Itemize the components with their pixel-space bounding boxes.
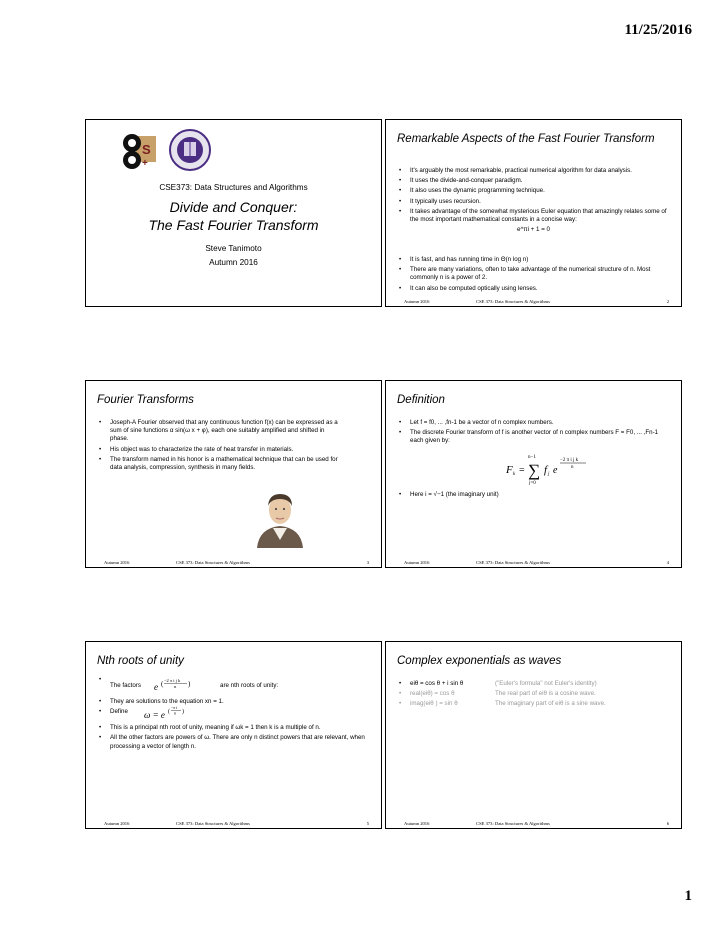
svg-text:(: ( [161,680,164,688]
course-name: CSE373: Data Structures and Algorithms [159,183,308,192]
svg-text:n: n [571,465,574,470]
footer-course: CSE 373: Data Structures & Algorithms [476,299,550,304]
slide-2-title: Remarkable Aspects of the Fast Fourier Transform [397,133,655,145]
slide-3 [85,380,382,568]
list-item: • The discrete Fourier transform of f is another vector of n complex numbers F = F0, ... ,Fn-1 each given by: [396,429,671,445]
footer-term: Autumn 2016 [404,560,430,565]
factors-label: • The factors [110,682,141,689]
omega-definition-icon [144,704,194,722]
euler-formula: eiθ = cos θ + i sin θ [410,680,464,687]
svg-text:=: = [519,465,525,476]
list-item: • It is fast, and has running time in Θ(n log n) [396,256,671,264]
list-item [396,680,671,688]
svg-text:−2 π i j k: −2 π i j k [560,458,579,463]
svg-text:e: e [553,465,558,476]
footer-course: CSE 373: Data Structures & Algorithms [476,821,550,826]
title-line-1: Divide and Conquer: [169,199,298,215]
slide-number: 2 [666,299,669,304]
list-item: • It typically uses recursion. [396,198,671,206]
factors-description: are nth roots of unity: [220,682,279,689]
footer-term: Autumn 2016 [404,299,430,304]
slide-2-bullets [396,167,671,236]
slide-number: 5 [366,821,369,826]
list-item: • His object was to characterize the rate of heat transfer in materials. [96,446,341,454]
svg-text:): ) [182,709,184,716]
footer-course: CSE 373: Data Structures & Algorithms [176,821,250,826]
dft-formula-icon [506,451,611,485]
svg-text:j=0: j=0 [529,481,536,485]
svg-text:S: S [142,142,151,157]
slide-4 [385,380,682,568]
euler-formula-note: ("Euler's formula" not Euler's identity) [495,680,597,687]
list-item: • It can also be computed optically using lenses. [396,285,671,293]
imaginary-unit-note: • Here i = √−1 (the imaginary unit) [396,491,671,499]
svg-text:(: ( [168,709,170,716]
svg-text:e: e [154,682,158,692]
list-item: • It takes advantage of the somewhat mysterious Euler equation that amazingly relates some of the most important mathematical constants in a concise way: [396,208,671,224]
slide-number: 4 [666,560,669,565]
list-item [396,690,671,698]
svg-text:k: k [513,472,516,477]
footer-course: CSE 373: Data Structures & Algorithms [476,560,550,565]
list-item [96,676,371,696]
slide-2 [385,119,682,307]
imag-part: imag(eiθ ) = sin θ [410,700,458,708]
term: Autumn 2016 [209,258,258,267]
svg-text:n: n [174,710,176,716]
slide-2-bullets-2 [396,256,671,295]
svg-text:n: n [174,684,177,689]
list-item: • All the other factors are powers of ω. There are only n distinct powers that are relevant, when processing a vector of length n. [96,734,371,750]
slide-3-title: Fourier Transforms [97,394,194,406]
slide-6-bullets [396,680,671,711]
svg-text:−π i: −π i [171,705,178,711]
page-date: 11/25/2016 [624,22,692,38]
list-item: • They are solutions to the equation xn = 1. [96,698,371,706]
svg-text:−2 π i j k: −2 π i j k [164,678,181,683]
list-item: • Let f = f0, ... ,fn-1 be a vector of n complex numbers. [396,419,671,427]
svg-text:F: F [506,464,513,476]
footer-course: CSE 373: Data Structures & Algorithms [176,560,250,565]
author-name: Steve Tanimoto [205,244,262,253]
slide-number: 3 [366,560,369,565]
slide-5-title: Nth roots of unity [97,655,184,667]
slide-3-bullets [96,419,341,474]
imag-part-note: The imaginary part of eiθ is a sine wave. [495,700,606,708]
list-item: • Joseph-A Fourier observed that any continuous function f(x) can be expressed as a sum of sine functions α sin(ω x + φ), each one suitably amplified and shifted in phase. [96,419,341,444]
author-block [86,242,381,270]
list-item [96,705,371,722]
footer-term: Autumn 2016 [104,560,130,565]
root-factor-formula-icon [154,676,204,694]
list-item: • This is a principal nth root of unity, meaning if ωk = 1 then k is a multiple of n. [96,724,371,732]
list-item: • It also uses the dynamic programming technique. [396,187,671,195]
list-item: • There are many variations, often to take advantage of the numerical structure of n. Most commonly n is a power of 2. [396,266,671,282]
list-item: • It uses the divide-and-conquer paradigm. [396,177,671,185]
svg-text:ω = e: ω = e [144,710,165,721]
slide-6-title: Complex exponentials as waves [397,655,562,667]
page-number: 1 [684,888,692,904]
svg-text:): ) [188,680,191,688]
svg-text:f: f [544,464,548,476]
slide-4-note [396,491,671,501]
slide-4-bullets [396,419,671,448]
footer-term: Autumn 2016 [104,821,130,826]
svg-text:j: j [548,472,550,477]
fourier-portrait-icon [251,488,309,548]
list-item [396,700,671,708]
list-item: • The transform named in his honor is a mathematical technique that can be used for data analysis, compression, synthesis in many fields. [96,456,341,472]
university-seal-icon [168,128,212,172]
define-label: Define [110,708,128,716]
slide-1 [85,119,382,307]
slide-1-title [86,198,381,234]
footer-term: Autumn 2016 [404,821,430,826]
slide-5-bullets [96,676,371,753]
cse-logo-icon [118,130,160,170]
svg-text:n−1: n−1 [528,455,536,460]
slide-5 [85,641,382,829]
slide-6 [385,641,682,829]
svg-text:+: + [142,158,148,169]
title-line-2: The Fast Fourier Transform [148,217,319,233]
list-item: • It's arguably the most remarkable, practical numerical algorithm for data analysis. [396,167,671,175]
euler-equation: e^πi + 1 = 0 [517,226,550,234]
real-part-note: The real part of eiθ is a cosine wave. [495,690,596,698]
svg-text:∑: ∑ [528,461,541,480]
real-part: real(eiθ) = cos θ [410,690,455,698]
slide-4-title: Definition [397,394,445,406]
slide-number: 6 [666,821,669,826]
